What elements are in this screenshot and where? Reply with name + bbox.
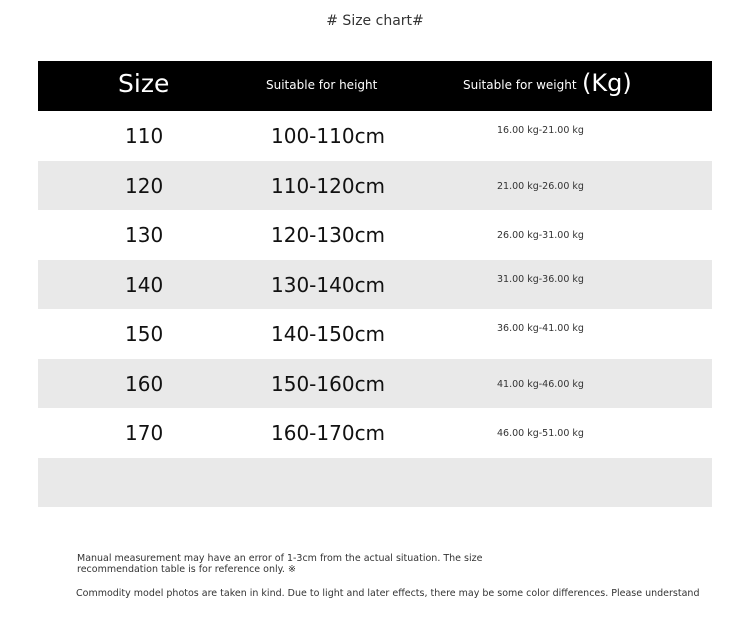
cell-height: 150-160cm [271, 371, 386, 396]
size-table [38, 61, 712, 507]
table-row [38, 161, 712, 211]
page-title: # Size chart# [326, 13, 424, 29]
table-row [38, 111, 712, 161]
cell-height: 100-110cm [271, 124, 386, 148]
cell-height: 110-120cm [271, 173, 386, 198]
table-row [38, 210, 712, 260]
header-size: Size [118, 69, 170, 98]
cell-weight: 31.00 kg-36.00 kg [497, 273, 584, 285]
cell-weight: 26.00 kg-31.00 kg [497, 230, 584, 241]
table-row [38, 260, 712, 310]
cell-height: 160-170cm [271, 421, 386, 445]
cell-height: 140-150cm [271, 322, 386, 346]
cell-weight: 16.00 kg-21.00 kg [497, 125, 584, 136]
table-row [38, 359, 712, 409]
cell-size: 150 [125, 322, 164, 346]
measurement-note: Manual measurement may have an error of 1-3cm from the actual situation. The size recommendation table is for reference only. ※ [77, 553, 483, 575]
table-row [38, 408, 712, 458]
cell-size: 120 [125, 173, 164, 198]
table-row [38, 309, 712, 359]
cell-size: 140 [125, 272, 164, 297]
cell-size: 170 [125, 421, 164, 445]
header-weight-unit: (Kg) [582, 69, 632, 97]
header-height: Suitable for height [266, 78, 378, 92]
cell-weight: 46.00 kg-51.00 kg [497, 428, 584, 439]
cell-height: 120-130cm [271, 223, 386, 247]
table-row-empty [38, 458, 712, 508]
cell-weight: 36.00 kg-41.00 kg [497, 323, 584, 334]
table-header [38, 61, 712, 111]
cell-height: 130-140cm [271, 272, 386, 297]
cell-size: 130 [125, 223, 164, 247]
cell-size: 160 [125, 371, 164, 396]
header-weight: Suitable for weight [463, 78, 577, 92]
cell-weight: 41.00 kg-46.00 kg [497, 378, 584, 390]
cell-size: 110 [125, 124, 164, 148]
cell-weight: 21.00 kg-26.00 kg [497, 180, 584, 192]
photo-note: Commodity model photos are taken in kind. Due to light and later effects, there may be some color differences. Please understand [76, 588, 700, 599]
